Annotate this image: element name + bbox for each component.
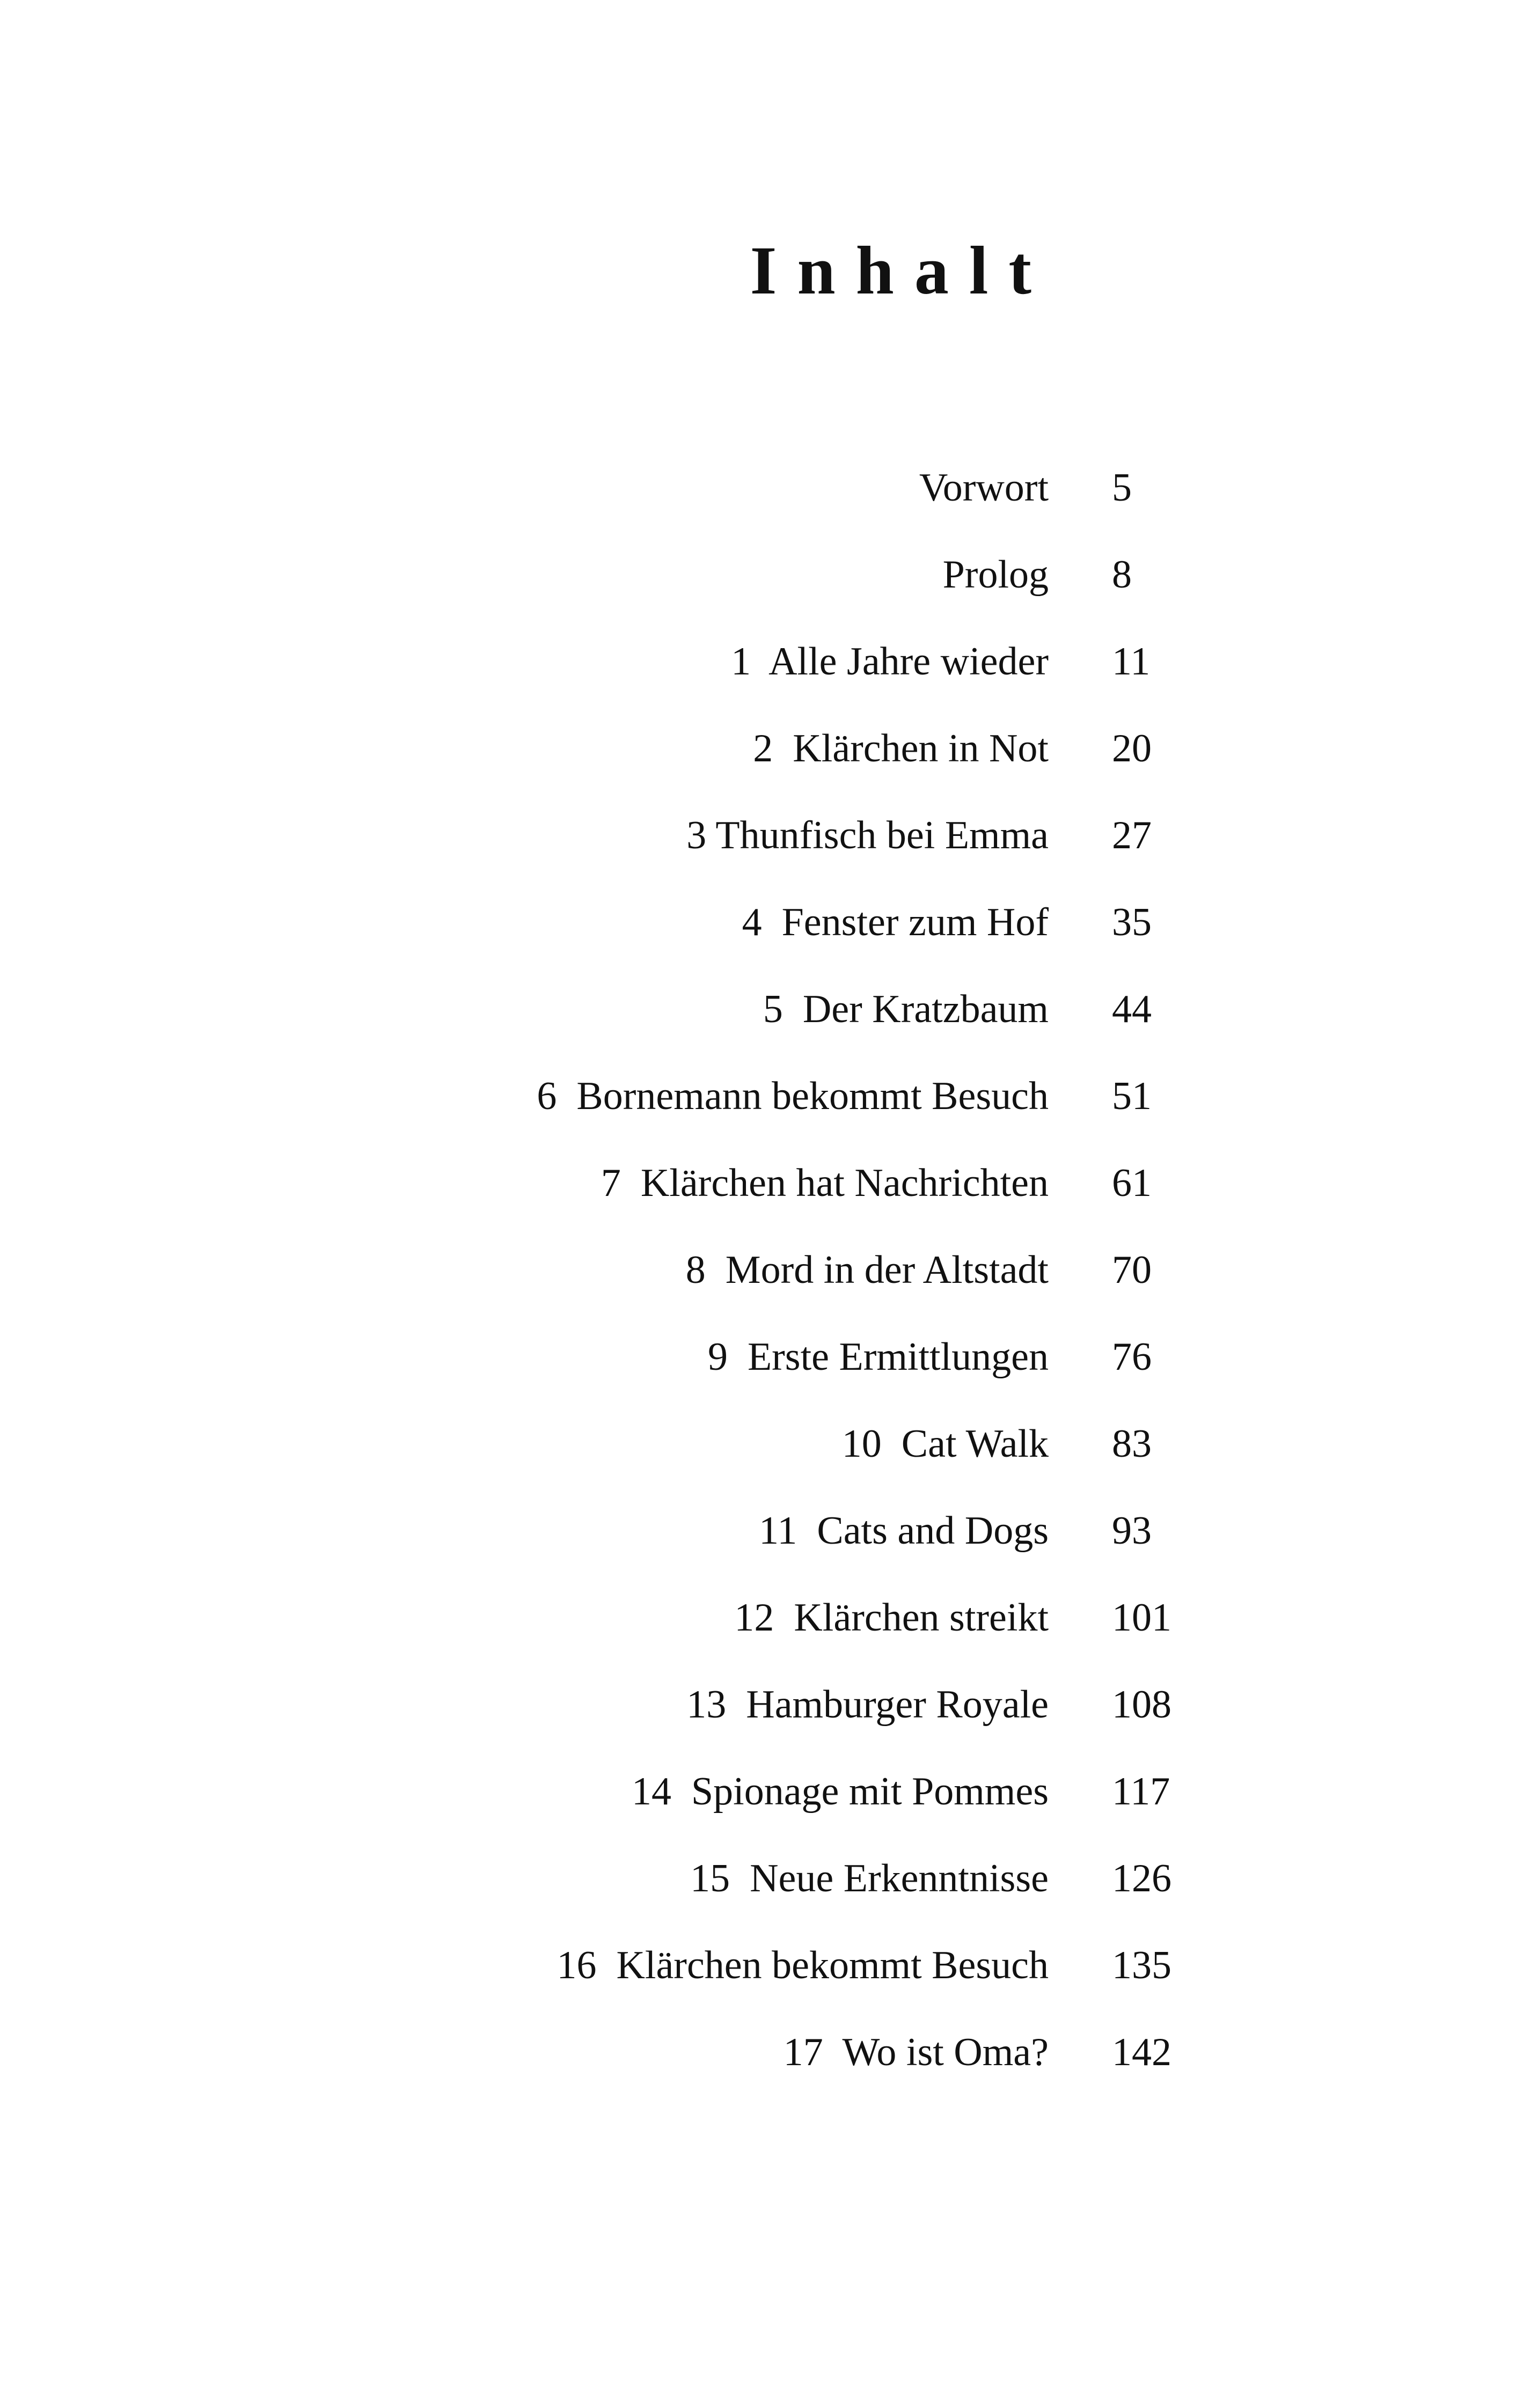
toc-entry [0, 1590, 1523, 1677]
toc-entry-title: 3 Thunfisch bei Emma [686, 813, 1049, 857]
toc-entry-title: 1 Alle Jahre wieder [731, 640, 1049, 684]
toc-entry [0, 1764, 1523, 1851]
toc-entry-title: 13 Hamburger Royale [686, 1683, 1049, 1727]
toc-entry-title: Prolog [942, 553, 1049, 597]
toc-entry-title: 15 Neue Erkenntnisse [690, 1856, 1049, 1900]
toc-entry-title: 7 Klärchen hat Nachrichten [601, 1161, 1049, 1205]
toc-entry-page: 93 [1112, 1509, 1152, 1553]
toc-entry-title: 10 Cat Walk [841, 1422, 1049, 1466]
toc-entry-page: 108 [1112, 1683, 1171, 1727]
toc-entry-page: 126 [1112, 1856, 1171, 1900]
toc-entry [0, 1243, 1523, 1330]
toc-entry [0, 1416, 1523, 1503]
toc-entry [0, 460, 1523, 547]
toc-entry [0, 1330, 1523, 1416]
toc-entry [0, 2025, 1523, 2112]
toc-entry-title: 4 Fenster zum Hof [742, 900, 1049, 944]
toc-entry [0, 895, 1523, 982]
toc-entry [0, 1156, 1523, 1243]
toc-entry-page: 35 [1112, 900, 1152, 944]
toc-entry-page: 70 [1112, 1248, 1152, 1292]
toc-entry [0, 721, 1523, 808]
toc-entry-title: 17 Wo ist Oma? [783, 2030, 1049, 2074]
toc-entry-page: 27 [1112, 813, 1152, 857]
toc-entry-page: 8 [1112, 553, 1132, 597]
toc-entry [0, 547, 1523, 634]
toc-entry-title: 8 Mord in der Altstadt [685, 1248, 1049, 1292]
toc-entry [0, 808, 1523, 895]
toc-entry-page: 5 [1112, 466, 1132, 510]
toc-entry-page: 44 [1112, 987, 1152, 1031]
toc-entry-title: 9 Erste Ermittlungen [707, 1335, 1049, 1379]
toc-entry-page: 117 [1112, 1770, 1170, 1814]
toc-entry [0, 982, 1523, 1069]
toc-entry [0, 1503, 1523, 1590]
toc-entry-title: 6 Bornemann bekommt Besuch [537, 1074, 1049, 1118]
toc-entry [0, 1069, 1523, 1156]
toc-entry-page: 83 [1112, 1422, 1152, 1466]
toc-entry-title: 2 Klärchen in Not [753, 726, 1049, 770]
toc-entry [0, 634, 1523, 721]
toc-entry-page: 61 [1112, 1161, 1152, 1205]
toc-entry [0, 1677, 1523, 1764]
toc-entry-page: 76 [1112, 1335, 1152, 1379]
toc-entry-title: 5 Der Kratzbaum [763, 987, 1049, 1031]
toc-entry-page: 51 [1112, 1074, 1152, 1118]
toc-list [0, 460, 1523, 2112]
toc-entry [0, 1851, 1523, 1938]
toc-entry [0, 1938, 1523, 2025]
toc-heading: Inhalt [750, 232, 1052, 309]
toc-entry-page: 142 [1112, 2030, 1171, 2074]
toc-entry-page: 11 [1112, 640, 1151, 684]
toc-entry-title: Vorwort [919, 466, 1049, 510]
toc-entry-title: 12 Klärchen streikt [734, 1596, 1049, 1640]
toc-entry-page: 20 [1112, 726, 1152, 770]
toc-entry-title: 11 Cats and Dogs [759, 1509, 1049, 1553]
toc-entry-page: 101 [1112, 1596, 1171, 1640]
toc-entry-title: 16 Klärchen bekommt Besuch [557, 1943, 1049, 1987]
toc-entry-title: 14 Spionage mit Pommes [632, 1770, 1049, 1814]
toc-entry-page: 135 [1112, 1943, 1171, 1987]
